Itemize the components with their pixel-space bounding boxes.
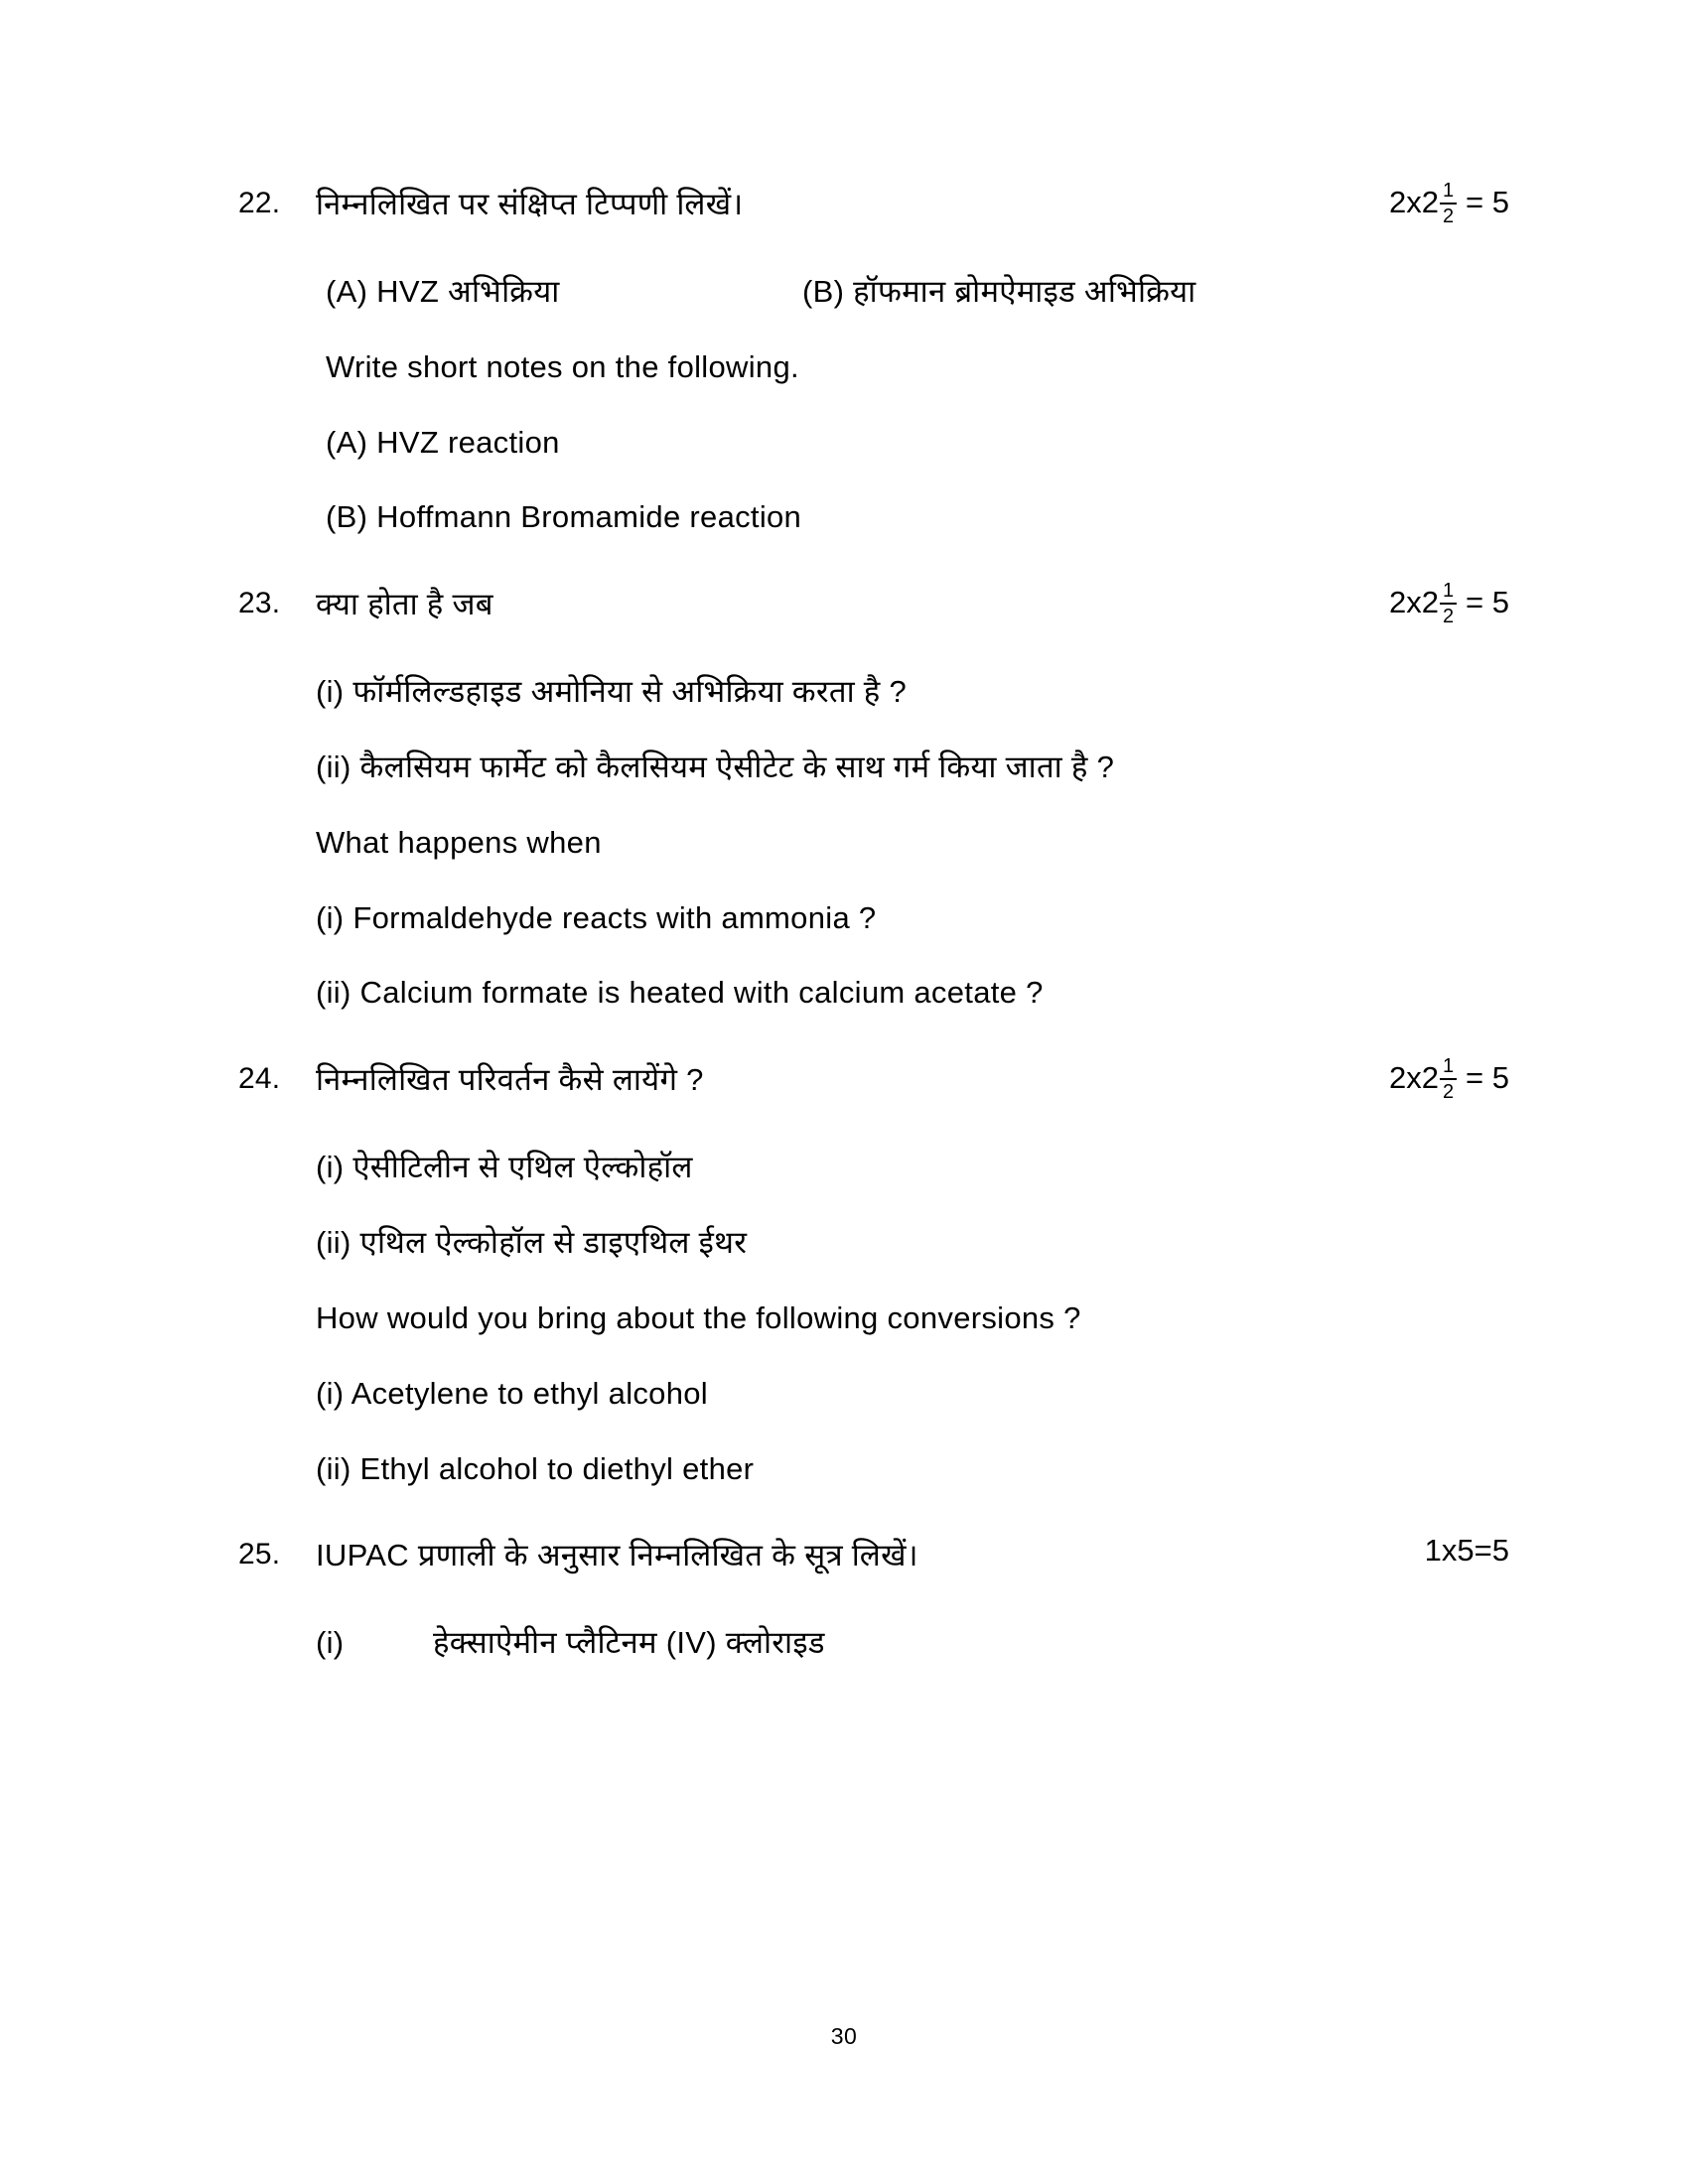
- question-22-option-b-english-label: (B): [326, 499, 368, 535]
- question-22-option-a-english-label: (A): [326, 424, 368, 460]
- question-22-marks-numerator: 1: [1442, 180, 1455, 202]
- question-22-option-b-english: [238, 496, 1509, 538]
- question-22-marks-fraction: [1440, 181, 1457, 226]
- question-22-marks-prefix: 2x2: [1389, 184, 1440, 219]
- question-23-item-ii-text: कैलसियम फार्मेट को कैलसियम ऐसीटेट के साथ गर्म किया जाता है ?: [359, 749, 1115, 784]
- question-24-marks-fraction: [1440, 1056, 1457, 1102]
- question-24-marks: [1389, 1055, 1509, 1104]
- question-24-item-i-label: (i): [316, 1150, 345, 1185]
- question-22-option-a-hindi: [326, 271, 802, 313]
- question-22-option-b-text: हॉफमान ब्रोमऐमाइड अभिक्रिया: [853, 273, 1196, 309]
- question-22-option-b-english-text: Hoffmann Bromamide reaction: [376, 499, 802, 535]
- question-23-marks-denominator: 2: [1442, 606, 1455, 628]
- question-23-marks-prefix: 2x2: [1389, 585, 1440, 620]
- question-22-option-a-label: (A): [326, 273, 368, 309]
- question-23-header: [238, 580, 1509, 628]
- question-25-header: [238, 1535, 1509, 1576]
- question-24-number: 24.: [238, 1062, 281, 1096]
- question-24-item-i-text: ऐसीटिलीन से एथिल ऐल्कोहॉल: [352, 1150, 693, 1185]
- question-25: [238, 1535, 1509, 1664]
- question-24-item-ii-english-label: (ii): [316, 1450, 352, 1486]
- fraction-bar-icon: [1440, 1078, 1457, 1080]
- question-22-option-a-text: HVZ अभिक्रिया: [376, 273, 560, 309]
- spacer: [238, 388, 1509, 422]
- question-22-options-hindi: [238, 271, 1509, 313]
- spacer: [238, 225, 1509, 271]
- question-24-item-ii-english-text: Ethyl alcohol to diethyl ether: [359, 1450, 755, 1486]
- question-24-item-ii-label: (ii): [316, 1224, 352, 1260]
- question-23-item-ii-label: (ii): [316, 749, 352, 784]
- question-22-marks-denominator: 2: [1442, 205, 1455, 227]
- spacer: [238, 463, 1509, 496]
- question-23-marks: [1389, 580, 1509, 628]
- question-23-item-i-hindi: [238, 671, 1509, 713]
- question-24-item-i-english-label: (i): [316, 1375, 345, 1411]
- question-24-item-ii-english: [238, 1448, 1509, 1490]
- question-24-item-ii-text: एथिल ऐल्कोहॉल से डाइएथिल ईथर: [359, 1224, 748, 1260]
- question-23-item-ii-english: [238, 972, 1509, 1014]
- question-25-marks: [1425, 1531, 1509, 1570]
- question-24-header: [238, 1055, 1509, 1104]
- question-24-item-ii-hindi: [238, 1222, 1509, 1264]
- spacer: [238, 864, 1509, 897]
- question-23-marks-equals: = 5: [1466, 585, 1509, 620]
- question-24-item-i-english: [238, 1373, 1509, 1415]
- spacer: [238, 625, 1509, 671]
- question-22: [238, 180, 1509, 538]
- spacer: [238, 538, 1509, 584]
- question-23-marks-numerator: 1: [1442, 580, 1455, 603]
- question-24-marks-denominator: 2: [1442, 1081, 1455, 1104]
- spacer: [238, 1576, 1509, 1622]
- question-23-item-ii-english-label: (ii): [316, 975, 352, 1011]
- spacer: [238, 938, 1509, 972]
- page-number: 30: [830, 2023, 858, 2049]
- question-list: [238, 180, 1509, 1664]
- spacer: [238, 1264, 1509, 1297]
- question-24-stem-hindi: निम्नलिखित परिवर्तन कैसे लायेंगे ?: [316, 1062, 704, 1098]
- question-25-item-i-hindi: [238, 1622, 1509, 1664]
- spacer: [238, 1188, 1509, 1222]
- question-25-item-i-label: (i): [316, 1625, 345, 1661]
- question-22-option-b-label: (B): [802, 273, 845, 309]
- question-25-stem-hindi: IUPAC प्रणाली के अनुसार निम्नलिखित के सूत्र लिखें।: [316, 1538, 918, 1573]
- spacer: [238, 313, 1509, 346]
- question-22-option-a-english: [238, 422, 1509, 464]
- question-23-item-i-english-label: (i): [316, 899, 345, 935]
- question-25-item-i-text: हेक्साऐमीन प्लैटिनम (IV) क्लोराइड: [433, 1625, 825, 1661]
- question-24-stem-english: How would you bring about the following conversions ?: [316, 1299, 1081, 1335]
- question-24-marks-equals: = 5: [1466, 1060, 1509, 1096]
- spacer: [238, 1339, 1509, 1373]
- question-24-marks-numerator: 1: [1442, 1055, 1455, 1078]
- question-25-number: 25.: [238, 1538, 281, 1571]
- question-23-item-i-text: फॉर्मलिल्डहाइड अमोनिया से अभिक्रिया करता है ?: [352, 674, 908, 710]
- question-22-stem-english: Write short notes on the following.: [326, 348, 799, 384]
- question-23-stem-hindi: क्या होता है जब: [316, 587, 493, 622]
- question-23-item-ii-hindi: [238, 747, 1509, 788]
- spacer: [238, 713, 1509, 747]
- question-23-item-i-english: [238, 897, 1509, 939]
- question-23-item-i-label: (i): [316, 674, 345, 710]
- spacer: [238, 1014, 1509, 1059]
- fraction-bar-icon: [1440, 203, 1457, 205]
- question-23-marks-fraction: [1440, 581, 1457, 626]
- question-24: [238, 1055, 1509, 1489]
- question-23-item-ii-english-text: Calcium formate is heated with calcium acetate ?: [359, 975, 1044, 1011]
- spacer: [238, 1415, 1509, 1448]
- question-22-stem-hindi: निम्नलिखित पर संक्षिप्त टिप्पणी लिखें।: [316, 187, 744, 221]
- question-25-marks-value: 1x5=5: [1424, 1533, 1509, 1569]
- spacer: [238, 1101, 1509, 1147]
- question-24-item-i-hindi: [238, 1147, 1509, 1188]
- question-23-stem-english: What happens when: [316, 824, 602, 860]
- question-22-header: [238, 180, 1509, 227]
- fraction-bar-icon: [1440, 603, 1457, 605]
- question-24-marks-prefix: 2x2: [1389, 1060, 1440, 1096]
- question-22-number: 22.: [238, 187, 281, 219]
- spacer: [238, 1489, 1509, 1535]
- question-22-option-a-english-text: HVZ reaction: [376, 424, 560, 460]
- question-23: [238, 580, 1509, 1014]
- question-22-option-b-hindi: [802, 271, 1509, 313]
- question-24-item-i-english-text: Acetylene to ethyl alcohol: [351, 1375, 708, 1411]
- question-22-marks-equals: = 5: [1466, 184, 1509, 219]
- question-23-item-i-english-text: Formaldehyde reacts with ammonia ?: [352, 899, 877, 935]
- spacer: [238, 788, 1509, 822]
- question-22-marks: [1389, 180, 1509, 225]
- question-23-number: 23.: [238, 587, 281, 620]
